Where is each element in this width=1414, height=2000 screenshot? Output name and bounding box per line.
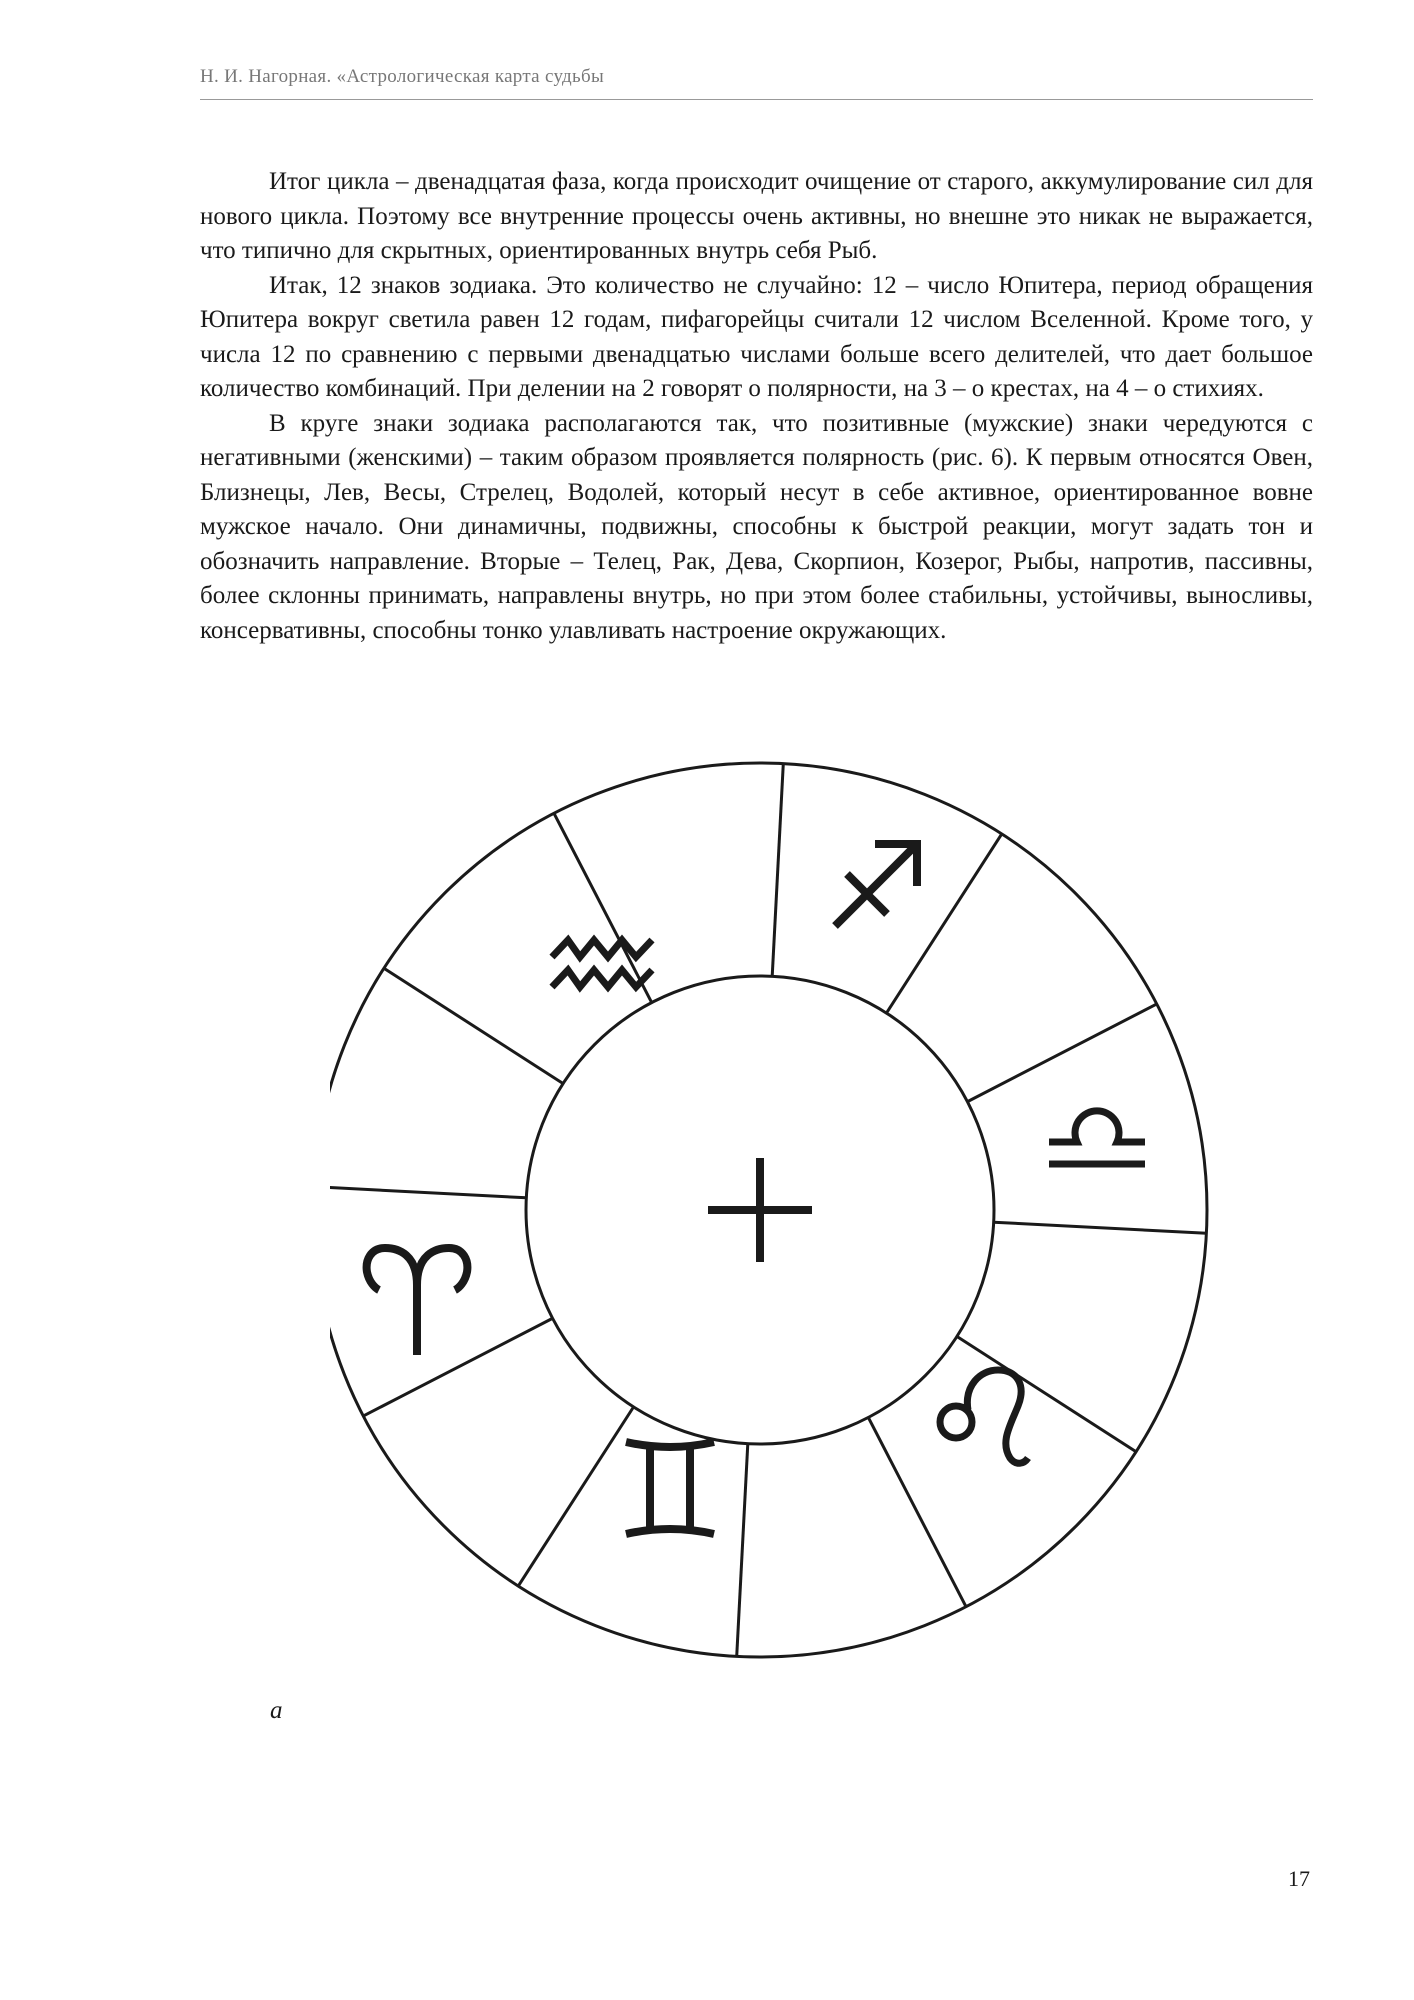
aries-icon (367, 1248, 468, 1355)
sector-divider (994, 1222, 1207, 1233)
sector-divider (330, 1187, 526, 1198)
sector-divider (967, 1004, 1156, 1102)
sector-divider (868, 1417, 966, 1606)
header-rule (200, 99, 1313, 100)
plus-icon (708, 1158, 812, 1262)
aquarius-icon (552, 940, 652, 987)
libra-icon (1049, 1111, 1145, 1164)
body-text (200, 165, 1313, 648)
gemini-icon (626, 1442, 714, 1534)
figure-label: а (270, 1697, 283, 1724)
sector-divider (737, 1444, 748, 1657)
sector-divider (364, 1318, 553, 1416)
sector-divider (957, 1337, 1136, 1452)
leo-icon (940, 1370, 1028, 1463)
sector-divider (518, 1407, 633, 1586)
page-number: 17 (1288, 1866, 1310, 1891)
running-head: Н. И. Нагорная. «Астрологическая карта судьбы (200, 66, 605, 87)
sector-divider (384, 968, 563, 1083)
sagittarius-icon (835, 844, 917, 926)
zodiac-wheel-diagram (330, 748, 1230, 1668)
paragraph-2: Итак, 12 знаков зодиака. Это количество не случайно: 12 – число Юпитера, период обращения Юпитера вокруг светила равен 12 годам, пифагорейцы считали 12 числом Вселенной. Кроме того, у числа 12 по сравнению с первыми двенадцатью числами больше всего делителей, что дает большое количество комбинаций. При делении на 2 говорят о полярности, на 3 – о крестах, на 4 – о стихиях. (200, 271, 1313, 402)
paragraph-3: В круге знаки зодиака располагаются так, что позитивные (мужские) знаки чередуются с негативными (женскими) – таким образом проявляется полярность (рис. 6). К первым относятся Овен, Близнецы, Лев, Весы, Стрелец, Водолей, который несут в себе активное, ориентированное вовне мужское начало. Они динамичны, подвижны, способны к быстрой реакции, могут задать тон и обозначить направление. Вторые – Телец, Рак, Дева, Скорпион, Козерог, Рыбы, напротив, пассивны, более склонны принимать, направлены внутрь, но при этом более стабильны, устойчивы, выносливы, консервативны, способны тонко улавливать настроение окружающих. (200, 409, 1313, 644)
zodiac-polarity-figure (330, 748, 1230, 1668)
sector-divider (772, 764, 783, 977)
paragraph-1: Итог цикла – двенадцатая фаза, когда происходит очищение от старого, аккумулирование сил для нового цикла. Поэтому все внутренние процессы очень активны, но внешне это никак не выражается, что типично для скрытных, ориентированных внутрь себя Рыб. (200, 168, 1313, 264)
